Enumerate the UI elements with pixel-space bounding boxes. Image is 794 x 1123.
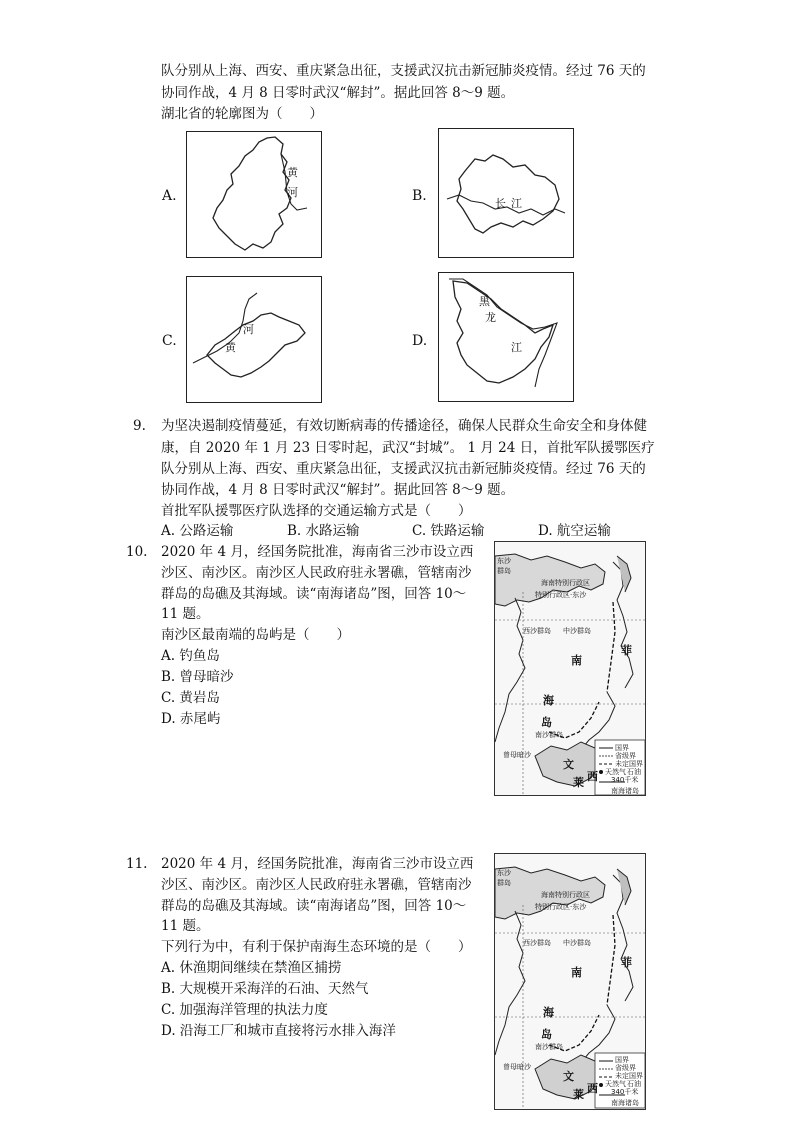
map10-admin-label: 海南特别行政区: [541, 579, 590, 587]
q11-question: 下列行为中，有利于保护南海生态环境的是（ ）: [161, 939, 472, 955]
map10-zhongsha: 中沙群岛: [563, 627, 591, 635]
map11-corner-label-1: 东沙: [497, 869, 511, 877]
map11-scale: 340千米: [611, 1088, 639, 1096]
q10-option-a[interactable]: A. 钓鱼岛: [161, 648, 220, 664]
q9-line-3: 队分别从上海、西安、重庆紧急出征，支援武汉抗击新冠肺炎疫情。经过 76 天的: [161, 461, 646, 477]
map11-fei: 菲: [621, 956, 632, 969]
map10-corner-label-2: 群岛: [497, 567, 511, 575]
q11-option-c[interactable]: C. 加强海洋管理的执法力度: [161, 1002, 328, 1018]
q10-option-b[interactable]: B. 曾母暗沙: [161, 669, 234, 685]
map10-nan: 南: [571, 654, 582, 667]
map11-legend-3: 天然气: [605, 1080, 626, 1088]
q9-option-b[interactable]: B. 水路运输: [287, 523, 360, 539]
map10-corner-label-1: 东沙: [497, 557, 511, 565]
q8-option-d-map[interactable]: [438, 272, 574, 402]
map11-legend-0: 国界: [615, 1056, 629, 1064]
map10-legend-0: 国界: [615, 744, 629, 752]
outline-map-heilongjiang: [439, 273, 573, 401]
map10-wen: 文: [563, 758, 574, 771]
map11-caption: 南海诸岛: [611, 1099, 639, 1107]
q11-line-1: 2020 年 4 月，经国务院批准，海南省三沙市设立西: [161, 856, 474, 872]
map10-dao: 岛: [541, 716, 552, 729]
q9-line-1: 为坚决遏制疫情蔓延，有效切断病毒的传播途径，确保人民群众生命安全和身体健: [161, 418, 647, 434]
map11-dao: 岛: [541, 1028, 552, 1041]
map11-lai: 莱: [573, 1088, 584, 1101]
q9-option-a[interactable]: A. 公路运输: [161, 523, 234, 539]
outline-map-shandong: [187, 277, 321, 402]
q8-context-line-1: 队分别从上海、西安、重庆紧急出征，支援武汉抗击新冠肺炎疫情。经过 76 天的: [161, 63, 646, 79]
map11-zengmu: 曾母暗沙: [503, 1063, 531, 1071]
q8-c-label-1: 河: [243, 323, 254, 336]
q9-line-2: 康，自 2020 年 1 月 23 日零时起，武汉“封城”。 1 月 24 日，首批军队援鄂医疗: [161, 440, 655, 456]
q9-line-4: 协同作战，4 月 8 日零时武汉“解封”。据此回答 8～9 题。: [161, 482, 515, 498]
map11-xisha: 西沙群岛: [523, 939, 551, 947]
q11-line-4: 11 题。: [161, 918, 210, 934]
map11-xi: 西: [587, 1082, 598, 1095]
q8-context-line-2: 协同作战，4 月 8 日零时武汉“解封”。据此回答 8～9 题。: [161, 85, 515, 101]
map10-scale: 340千米: [611, 776, 639, 784]
q8-b-label-1: 长: [495, 197, 506, 210]
map10-fei: 菲: [621, 644, 632, 657]
q10-question: 南沙区最南端的岛屿是（ ）: [161, 627, 350, 643]
map11-legend-4: 石油: [627, 1080, 641, 1088]
q10-line-3: 群岛的岛礁及其海域。读“南海诸岛”图，回答 10～: [161, 586, 467, 602]
map10-zengmu: 曾母暗沙: [503, 751, 531, 759]
map10-legend-2: 未定国界: [615, 760, 643, 768]
q9-number: 9.: [133, 418, 146, 434]
map11-hai: 海: [543, 1006, 554, 1019]
q10-option-d[interactable]: D. 赤尾屿: [161, 711, 221, 727]
q8-option-b-letter[interactable]: B.: [412, 188, 427, 204]
south-sea-map-q10: [494, 541, 646, 796]
q11-option-a[interactable]: A. 休渔期间继续在禁渔区捕捞: [161, 960, 342, 976]
outline-map-hubei: [439, 129, 573, 257]
map11-legend-1: 省级界: [615, 1064, 636, 1072]
south-sea-map-q11: [494, 853, 646, 1110]
q9-option-c[interactable]: C. 铁路运输: [412, 523, 485, 539]
map11-corner-label-2: 群岛: [497, 879, 511, 887]
map11-nan: 南: [571, 966, 582, 979]
q8-b-label-2: 江: [511, 197, 522, 210]
q11-option-b[interactable]: B. 大规模开采海洋的石油、天然气: [161, 981, 369, 997]
outline-map-shanxi: [187, 132, 321, 257]
q10-option-c[interactable]: C. 黄岩岛: [161, 690, 220, 706]
map10-lai: 莱: [573, 776, 584, 789]
q8-a-label-2: 河: [287, 186, 298, 199]
q11-option-d[interactable]: D. 沿海工厂和城市直接将污水排入海洋: [161, 1023, 396, 1039]
q8-option-a-map[interactable]: [186, 131, 322, 258]
q10-number: 10.: [126, 544, 148, 560]
map11-admin-label-2: 特别行政区·东沙: [535, 903, 587, 911]
map10-legend-3: 天然气: [605, 768, 626, 776]
q8-option-c-letter[interactable]: C.: [162, 333, 177, 349]
q8-d-label-2: 龙: [485, 311, 496, 324]
map10-admin-label-2: 特别行政区·东沙: [535, 591, 587, 599]
map10-nansha: 南沙群岛: [535, 731, 563, 739]
q11-line-2: 沙区、南沙区。南沙区人民政府驻永署礁，管辖南沙: [161, 877, 472, 893]
q8-option-d-letter[interactable]: D.: [412, 333, 428, 349]
q8-c-label-2: 黄: [225, 341, 236, 354]
q8-a-label-1: 黄: [287, 166, 298, 179]
q8-option-c-map[interactable]: [186, 276, 322, 403]
q10-line-1: 2020 年 4 月，经国务院批准，海南省三沙市设立西: [161, 544, 474, 560]
q8-question: 湖北省的轮廓图为（ ）: [161, 106, 323, 122]
q8-option-b-map[interactable]: [438, 128, 574, 258]
q11-line-3: 群岛的岛礁及其海域。读“南海诸岛”图，回答 10～: [161, 898, 467, 914]
q10-line-4: 11 题。: [161, 606, 210, 622]
map10-legend-1: 省级界: [615, 752, 636, 760]
q9-option-d[interactable]: D. 航空运输: [538, 523, 611, 539]
map10-caption: 南海诸岛: [611, 787, 639, 795]
map11-legend-2: 未定国界: [615, 1072, 643, 1080]
map10-xi: 西: [587, 770, 598, 783]
map11-wen: 文: [563, 1070, 574, 1083]
map10-hai: 海: [543, 694, 554, 707]
q8-d-label-1: 黑: [479, 295, 490, 308]
q9-question: 首批军队援鄂医疗队选择的交通运输方式是（ ）: [161, 503, 472, 519]
map11-admin-label: 海南特别行政区: [541, 891, 590, 899]
map11-nansha: 南沙群岛: [535, 1043, 563, 1051]
map10-xisha: 西沙群岛: [523, 627, 551, 635]
q8-d-label-3: 江: [511, 341, 522, 354]
q11-number: 11.: [126, 856, 148, 872]
q8-option-a-letter[interactable]: A.: [162, 188, 177, 204]
q10-line-2: 沙区、南沙区。南沙区人民政府驻永署礁，管辖南沙: [161, 565, 472, 581]
map11-zhongsha: 中沙群岛: [563, 939, 591, 947]
map10-legend-4: 石油: [627, 768, 641, 776]
